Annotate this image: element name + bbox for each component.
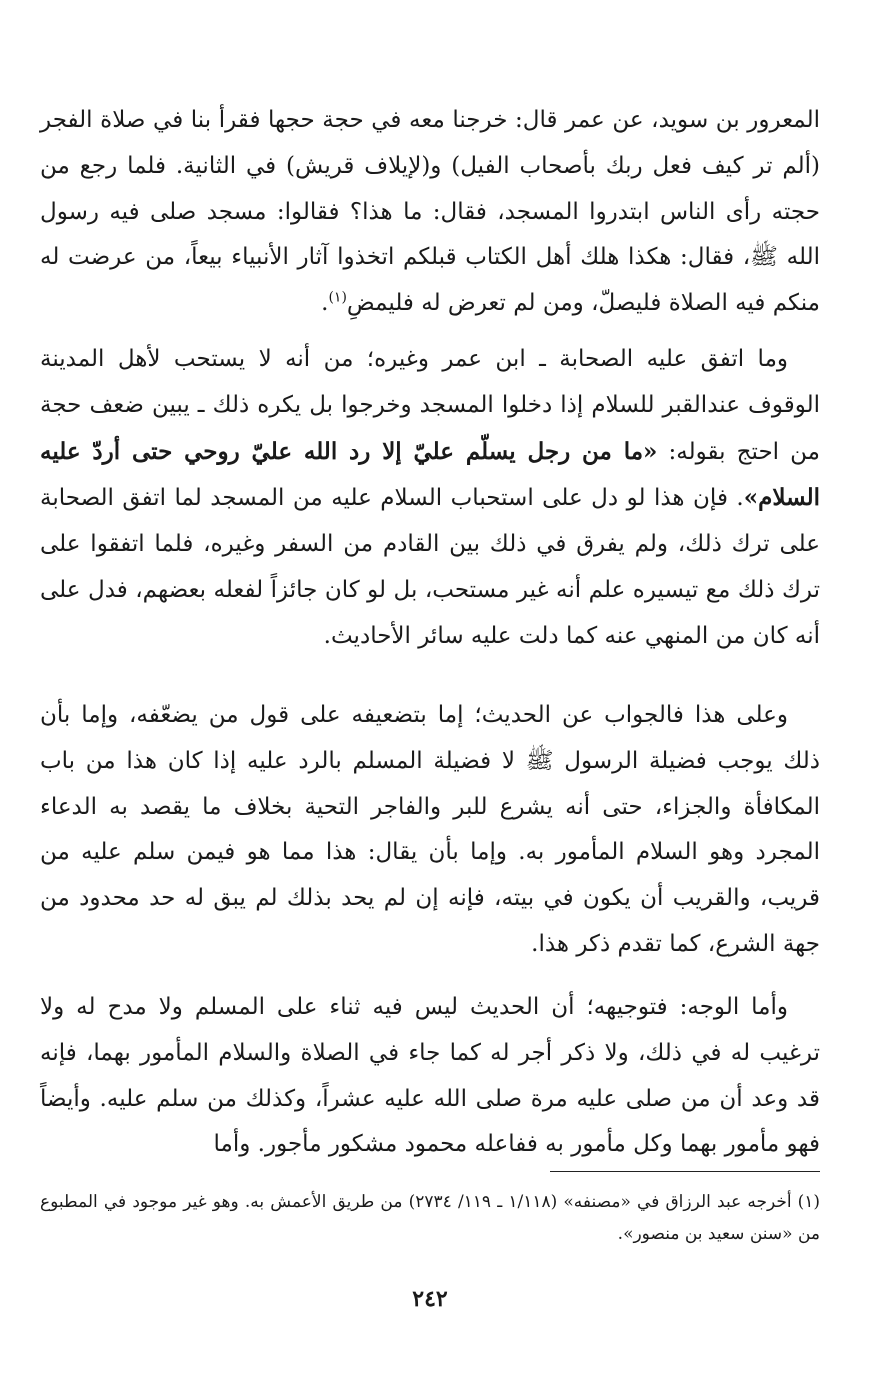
footnote-separator bbox=[550, 1171, 820, 1172]
footnote bbox=[40, 1186, 820, 1250]
paragraph-3: وعلى هذا فالجواب عن الحديث؛ إما بتضعيفه على قول من يضعّفه، وإما بأن ذلك يوجب فضيلة الرسول ﷺ لا فضيلة المسلم بالرد عليه إذا كان هذا من باب المكافأة والجزاء، حتى أنه يشرع للبر والفاجر التحية بخلاف ما يقصد به الدعاء المجرد وهو السلام المأمور به. وإما بأن يقال: هذا مما هو فيمن سلم عليه من قريب، والقريب أن يكون في بيته، فإنه إن لم يحد بذلك لم يبق له حد محدود من جهة الشرع، كما تقدم ذكر هذا. bbox=[40, 702, 820, 957]
footnote-line-1: أخرجه عبد الرزاق في «مصنفه» (١/١١٨ ـ ١١٩/ ٢٧٣٤) من طريق الأعمش به. وهو غير bbox=[183, 1192, 792, 1212]
page-number: ٢٤٢ bbox=[412, 1286, 448, 1312]
footnote-line-2: موجود في المطبوع من «سنن سعيد بن منصور». bbox=[40, 1192, 820, 1244]
paragraph-2 bbox=[40, 337, 820, 660]
paragraph-1 bbox=[40, 98, 820, 327]
footnote-number: (١) bbox=[797, 1192, 821, 1212]
paragraph-2-text-b: . فإن هذا لو دل على استحباب السلام عليه من المسجد لما اتفق الصحابة على ترك ذلك، ولم يفرق في ذلك بين القادم من السفر وغيره، فلما اتفقوا على ترك ذلك مع تيسيره علم أنه غير مستحب، بل لو كان جائزاً لفعله بعضهم، فدل على أنه كان من المنهي عنه كما دلت عليه سائر الأحاديث. bbox=[40, 485, 820, 649]
paragraph-1-text: المعرور بن سويد، عن عمر قال: خرجنا معه في حجة حجها فقرأ بنا في صلاة الفجر (ألم تر كيف فعل ربك بأصحاب الفيل) و(لإيلاف قريش) في الثانية. فلما رجع من حجته رأى الناس ابتدروا المسجد، فقال: ما هذا؟ فقالوا: مسجد صلى فيه رسول الله ﷺ، فقال: هكذا هلك أهل الكتاب قبلكم اتخذوا آثار الأنبياء بيعاً، من عرضت له منكم فيه الصلاة فليصلّ، ومن لم تعرض له فليمضِ bbox=[40, 107, 820, 317]
footnote-reference: (١) bbox=[328, 289, 347, 306]
paragraph-1-end: . bbox=[321, 290, 329, 317]
book-page bbox=[40, 98, 820, 1368]
paragraph-2-text-a: وما اتفق عليه الصحابة ـ ابن عمر وغيره؛ من أنه لا يستحب لأهل المدينة الوقوف عندالقبر للسلام إذا دخلوا المسجد وخرجوا بل يكره ذلك ـ يبين ضعف حجة من احتج بقوله: bbox=[40, 346, 820, 465]
paragraph-4: وأما الوجه: فتوجيهه؛ أن الحديث ليس فيه ثناء على المسلم ولا مدح له ولا ترغيب له في ذلك، ولا ذكر أجر له كما جاء في الصلاة والسلام المأمور بهما، فإنه قد وعد أن من صلى عليه مرة صلى الله عليه عشراً، وكذلك من سلم عليه. وأيضاً فهو مأمور بهما وكل مأمور به ففاعله محمود مشكور مأجور. وأما bbox=[40, 994, 820, 1158]
hadith-quote: «ما من رجل يسلّم عليّ إلا رد الله عليّ روحي حتى أردّ عليه السلام» bbox=[40, 437, 820, 512]
